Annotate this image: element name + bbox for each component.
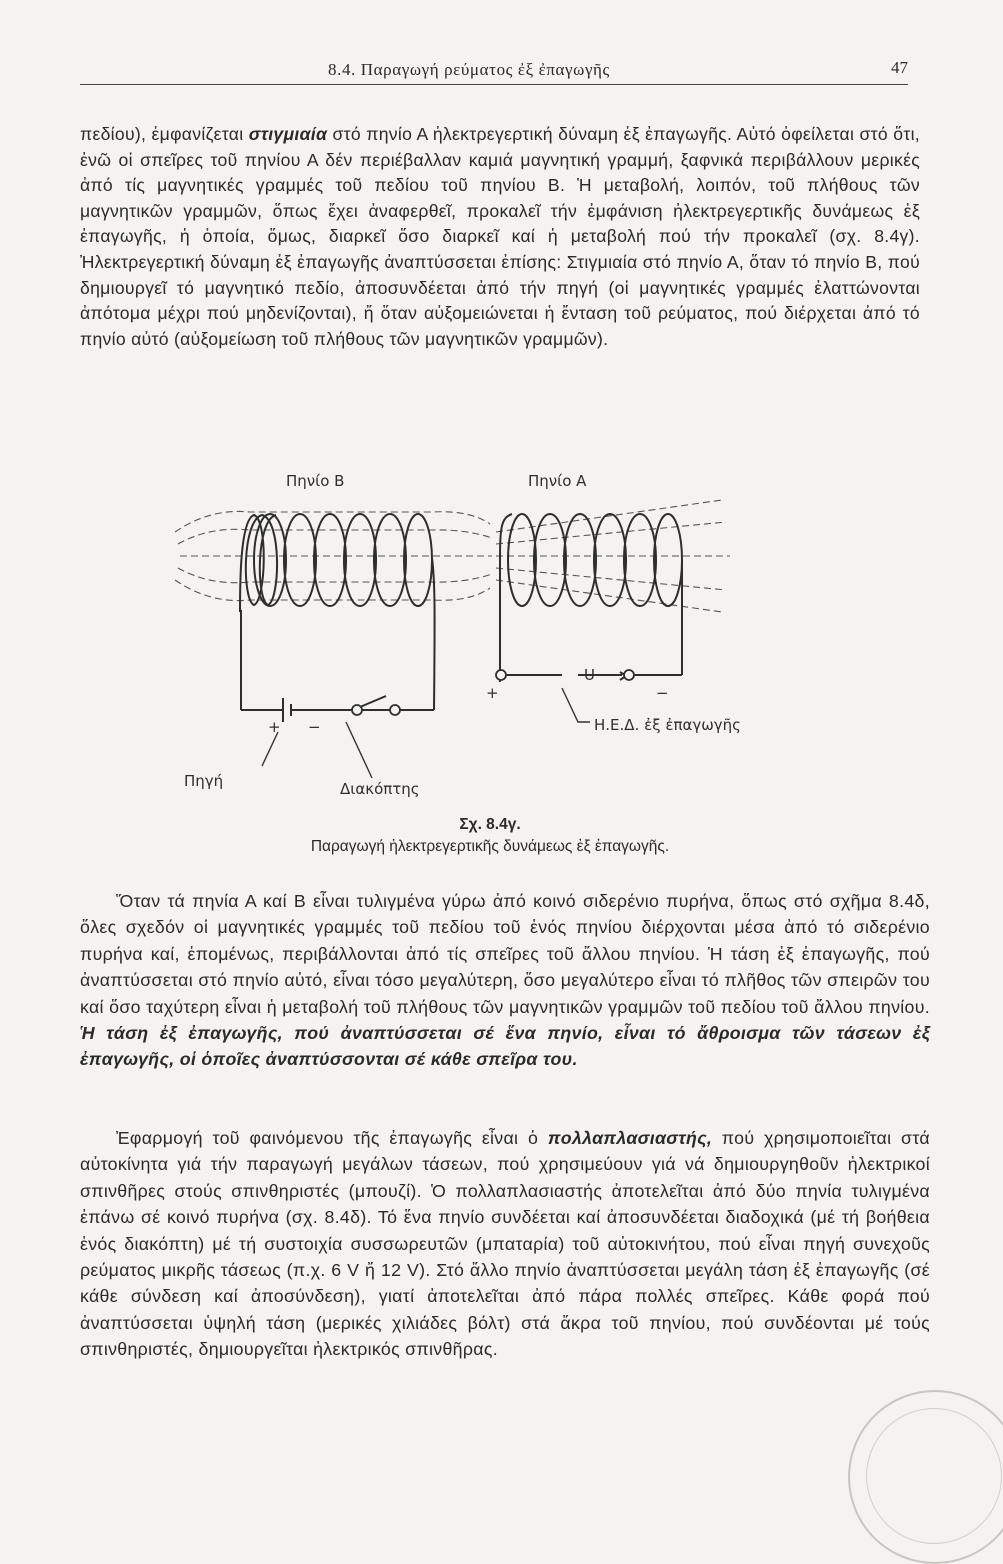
paragraph-1-rest: στό πηνίο Α ἠλεκτρεγερτική δύναμη ἐξ ἐπαγωγῆς. Αὐτό ὀφείλεται στό ὅτι, ἐνῶ οἱ σπεῖρες τοῦ πηνίου Α δέν περιέβαλλαν καμιά μαγνητική γραμμή, ξαφνικά περιβάλλουν μερικές ἀπό τίς μαγνητικές γραμμές τοῦ πεδίου τοῦ πηνίου Β. Ἡ μεταβολή, λοιπόν, τοῦ πλήθους τῶν μαγνητικῶν γραμμῶν, ὅπως ἔχει ἀναφερθεῖ, προκαλεῖ τήν ἐμφάνιση ἠλεκτρεγερτικῆς δυνάμεως ἐξ ἐπαγωγῆς, ἡ ὁποία, ὅμως, διαρκεῖ ὅσο διαρκεῖ καί ἡ μεταβολή πού τήν προκαλεῖ (σχ. 8.4γ). Ἠλεκτρεγερτική δύναμη ἐξ ἐπαγωγῆς ἀναπτύσσεται ἐπίσης: Στιγμιαία στό πηνίο Α, ὅταν τό πηνίο Β, πού δημιουργεῖ τό μαγνητικό πεδίο, ἀποσυνδέεται ἀπό τήν πηγή (οἱ μαγνητικές γραμμές ἐλαττώνονται ἀπότομα μέχρι πού μηδενίζονται), ἤ ὅταν αὐξομειώνεται ἡ ἔνταση τοῦ ρεύματος, πού διέρχεται ἀπό τό πηνίο αὐτό (αὐξομείωση τοῦ πλήθους τῶν μαγνητικῶν γραμμῶν). bbox=[80, 124, 920, 349]
figure-number: Σχ. 8.4γ. bbox=[459, 816, 521, 833]
label-voltage: U bbox=[584, 666, 595, 684]
terminal-plus bbox=[496, 670, 506, 680]
paragraph-3 bbox=[80, 1125, 930, 1363]
paragraph-3-emphasis: πολλαπλασιαστής, bbox=[547, 1128, 713, 1148]
label-minus-source: − bbox=[308, 718, 321, 736]
terminal-minus bbox=[624, 670, 634, 680]
paragraph-2-emphasis: Ἡ τάση ἐξ ἐπαγωγῆς, πού ἀναπτύσσεται σέ ἕνα πηνίο, εἶναι τό ἄθροισμα τῶν τάσεων ἐξ ἐπαγωγῆς, οἱ ὁποῖες ἀναπτύσσονται σέ κάθε σπεῖρα του. bbox=[80, 1023, 930, 1070]
label-coil-b: Πηνίο Β bbox=[286, 472, 345, 490]
label-coil-a: Πηνίο Α bbox=[528, 472, 587, 490]
paragraph-1 bbox=[80, 122, 920, 352]
label-plus-output: + bbox=[486, 684, 499, 702]
coil-a bbox=[500, 514, 682, 675]
paragraph-1-start: πεδίου), ἐμφανίζεται bbox=[80, 124, 249, 144]
paragraph-2-text: Ὅταν τά πηνία Α καί Β εἶναι τυλιγμένα γύρω ἀπό κοινό σιδερένιο πυρήνα, ὅπως στό σχῆμα 8.4δ, ὅλες σχεδόν οἱ μαγνητικές γραμμές τοῦ πεδίου τοῦ ἑνός πηνίου διέρχονται μέσα ἀπό τό σιδερένιο πυρήνα καί, ἑπομένως, περιβάλλονται ἀπό τίς σπεῖρες τοῦ ἄλλου πηνίου. Ἡ τάση ἐξ ἐπαγωγῆς, πού ἀναπτύσσεται στό πηνίο αὐτό, εἶναι τόσο μεγαλύτερη, ὅσο μεγαλύτερο εἶναι τό πλῆθος τῶν σπειρῶν του καί ὅσο ταχύτερη εἶναι ἡ μεταβολή τοῦ πλήθους τῶν μαγνητικῶν γραμμῶν τοῦ πεδίου τοῦ ἄλλου πηνίου. bbox=[80, 891, 930, 1017]
paragraph-1-emphasis: στιγμιαία bbox=[248, 124, 328, 144]
paragraph-2 bbox=[80, 888, 930, 1073]
label-minus-output: − bbox=[656, 684, 669, 702]
induction-diagram bbox=[150, 460, 770, 865]
figure-8-4g bbox=[150, 460, 770, 865]
switch-contact-right bbox=[390, 705, 400, 715]
library-stamp bbox=[848, 1390, 1003, 1564]
coil-b bbox=[240, 514, 435, 710]
label-emf: Η.Ε.Δ. ἐξ ἐπαγωγῆς bbox=[594, 716, 741, 734]
paragraph-3-rest: πού χρησιμοποιεῖται στά αὐτοκίνητα γιά τήν παραγωγή μεγάλων τάσεων, πού χρησιμεύουν γιά νά δημιουργηθοῦν ἠλεκτρικοί σπινθῆρες στούς σπινθηριστές (μπουζί). Ὁ πολλαπλασιαστής ἀποτελεῖται ἀπό δύο πηνία τυλιγμένα ἐπάνω σέ κοινό πυρήνα (σχ. 8.4δ). Τό ἕνα πηνίο συνδέεται καί ἀποσυνδέεται διαδοχικά (μέ τή βοήθεια ἑνός διακόπτη) μέ τή συστοιχία συσσωρευτῶν (μπαταρία) τοῦ αὐτοκινήτου, πού εἶναι πηγή συνεχοῦς ρεύματος μικρῆς τάσεως (π.χ. 6 V ἤ 12 V). Στό ἄλλο πηνίο ἀναπτύσσεται μεγάλη τάση ἐξ ἐπαγωγῆς (σέ κάθε σύνδεση καί ἀποσύνδεση), γιατί ἀποτελεῖται ἀπό πάρα πολλές σπεῖρες. Κάθε φορά πού ἀναπτύσσεται ὑψηλή τάση (μερικές χιλιάδες βόλτ) στά ἄκρα τοῦ πηνίου, πού συνδέονται μέ τούς σπινθηριστές, δημιουργεῖται ἠλεκτρικός σπινθῆρας. bbox=[80, 1128, 930, 1360]
library-stamp-inner-ring bbox=[866, 1408, 1002, 1544]
label-switch: Διακόπτης bbox=[340, 780, 420, 798]
figure-description: Παραγωγή ἠλεκτρεγερτικῆς δυνάμεως ἐξ ἐπαγωγῆς. bbox=[310, 838, 670, 855]
switch-blade bbox=[360, 696, 386, 707]
page-number: 47 bbox=[891, 58, 908, 77]
page-header bbox=[80, 58, 908, 85]
label-plus-source: + bbox=[268, 718, 281, 736]
label-source: Πηγή bbox=[184, 772, 224, 790]
paragraph-3-start: Ἐφαρμογή τοῦ φαινόμενου τῆς ἐπαγωγῆς εἶναι ὁ bbox=[116, 1128, 548, 1148]
running-title: 8.4. Παραγωγή ρεύματος ἐξ ἐπαγωγῆς bbox=[328, 60, 610, 79]
figure-caption bbox=[250, 816, 730, 856]
